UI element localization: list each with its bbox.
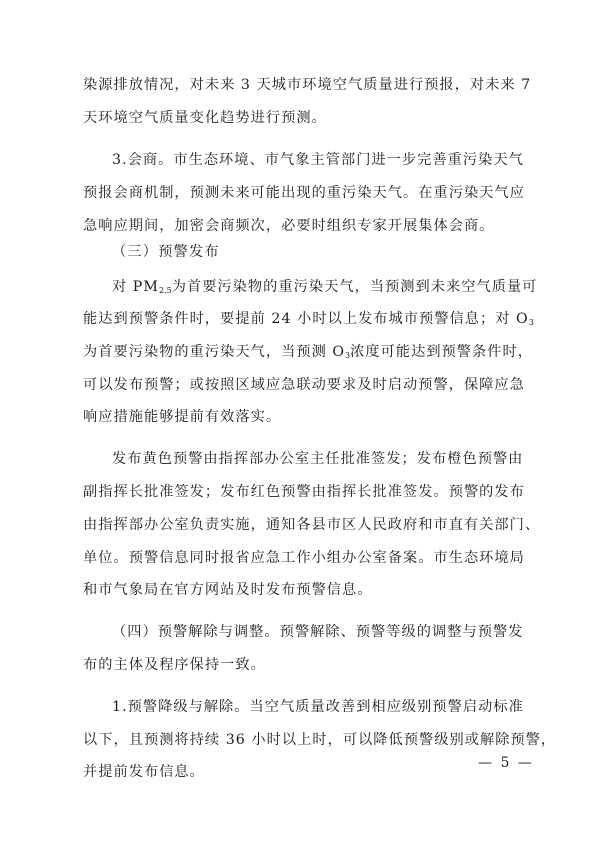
text-line: 由指挥部办公室负责实施，通知各县市区人民政府和市直有关部门、 xyxy=(83,517,541,533)
text-line: （四）预警解除与调整。预警解除、预警等级的调整与预警发 xyxy=(112,624,524,640)
text-line: 染源排放情况，对未来 3 天城市环境空气质量进行预报，对未来 7 xyxy=(83,77,532,93)
text-line: 和市气象局在官方网站及时发布预警信息。 xyxy=(83,582,373,598)
text-line: 对 $PM_{2.5}$为首要污染物的重污染天气，当预测到未来空气质量可 xyxy=(112,279,538,295)
text-line: 1.预警降级与解除。当空气质量改善到相应级别预警启动标准 xyxy=(112,699,524,715)
text-line: 响应措施能够提前有效落实。 xyxy=(83,409,282,425)
text-line: 天环境空气质量变化趋势进行预测。 xyxy=(83,110,327,126)
text-line: 发布黄色预警由指挥部办公室主任批准签发；发布橙色预警由 xyxy=(112,451,524,467)
text-line: 布的主体及程序保持一致。 xyxy=(83,657,266,673)
text-line: 为首要污染物的重污染天气，当预测 $O_3$浓度可能达到预警条件时， xyxy=(83,344,533,360)
section-heading: （三）预警发布 xyxy=(112,244,220,260)
text-line: 可以发布预警；或按照区域应急联动要求及时启动预警，保障应急 xyxy=(83,377,525,393)
text-line: 以下，且预测将持续 36 小时以上时，可以降低预警级别或解除预警， xyxy=(83,732,557,748)
text-line: 急响应期间，加密会商频次，必要时组织专家开展集体会商。 xyxy=(83,218,495,234)
text-line: 预报会商机制，预测未来可能出现的重污染天气。在重污染天气应 xyxy=(83,185,525,201)
text-line: 副指挥长批准签发；发布红色预警由指挥长批准签发。预警的发布 xyxy=(83,484,525,500)
page-number: — 5 — xyxy=(478,755,534,771)
text-line: 单位。预警信息同时报省应急工作小组办公室备案。市生态环境局 xyxy=(83,550,525,566)
text-line: 3.会商。市生态环境、市气象主管部门进一步完善重污染天气 xyxy=(112,152,524,168)
text-line: 并提前发布信息。 xyxy=(83,764,205,780)
text-line: 能达到预警条件时，要提前 24 小时以上发布城市预警信息；对 $O_3$ xyxy=(83,311,534,327)
